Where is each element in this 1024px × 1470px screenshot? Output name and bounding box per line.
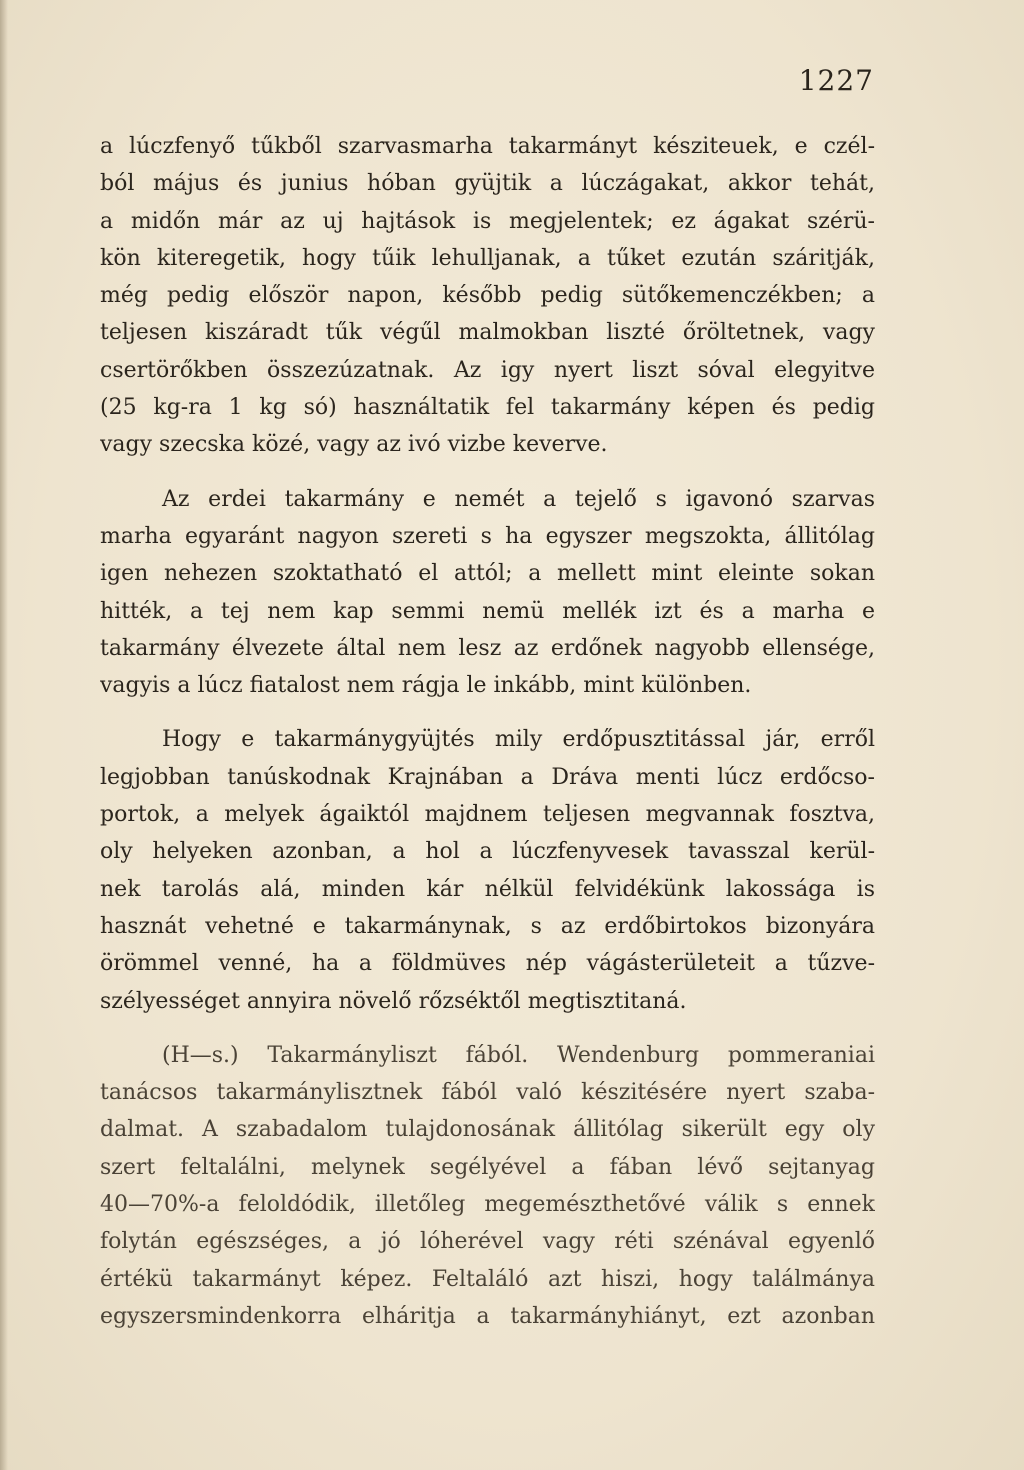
text-line: tanácsos takarmánylisztnek fából való készitésére nyert szaba-	[100, 1080, 875, 1106]
body-text	[100, 128, 875, 1335]
text-line: dalmat. A szabadalom tulajdonosának állitólag sikerült egy oly	[100, 1117, 875, 1143]
paragraph-gap	[100, 464, 875, 481]
text-line: vagyis a lúcz fiatalost nem rágja le inkább, mint különben.	[100, 673, 752, 699]
text-line: örömmel venné, ha a földmüves nép vágásterületeit a tűzve-	[100, 951, 875, 977]
text-line: igen nehezen szoktatható el attól; a mellett mint eleinte sokan	[100, 561, 875, 587]
text-line: még pedig először napon, később pedig sütőkemenczékben; a	[100, 283, 875, 309]
text-line: hasznát vehetné e takarmánynak, s az erdőbirtokos bizonyára	[100, 913, 875, 939]
text-line: csertörőkben összezúzatnak. Az igy nyert liszt sóval elegyitve	[100, 357, 875, 383]
text-line: portok, a melyek ágaiktól majdnem teljesen megvannak fosztva,	[100, 802, 875, 828]
text-line: szert feltalálni, melynek segélyével a fában lévő sejtanyag	[100, 1154, 875, 1180]
text-line: nek tarolás alá, minden kár nélkül felvidékünk lakossága is	[100, 876, 875, 902]
text-line: értékü takarmányt képez. Feltaláló azt hiszi, hogy találmánya	[100, 1266, 875, 1292]
paragraph-gap	[100, 1020, 875, 1037]
text-line: a lúczfenyő tűkből szarvasmarha takarmányt késziteuek, e czél-	[100, 134, 875, 159]
page-edge-shadow	[0, 0, 8, 1470]
text-line: kön kiteregetik, hogy tűik lehulljanak, a tűket ezután száritják,	[100, 245, 875, 271]
text-line: a midőn már az uj hajtások is megjelentek; ez ágakat szérü-	[100, 208, 875, 234]
page-number: 1227	[798, 64, 874, 97]
text-line: folytán egészséges, a jó lóherével vagy réti szénával egyenlő	[100, 1229, 875, 1255]
text-line: hitték, a tej nem kap semmi nemü mellék izt és a marha e	[100, 598, 875, 624]
paragraph-1	[100, 128, 875, 464]
paragraph-3	[100, 721, 875, 1019]
paragraph-2	[100, 481, 875, 705]
text-line: vagy szecska közé, vagy az ivó vizbe keverve.	[100, 432, 608, 458]
text-line: marha egyaránt nagyon szereti s ha egyszer megszokta, állitólag	[100, 523, 875, 549]
paragraph-4	[100, 1037, 875, 1335]
text-line: Az erdei takarmány e nemét a tejelő s igavonó szarvas	[162, 486, 875, 512]
text-line: egyszersmindenkorra elháritja a takarmányhiányt, ezt azonban	[100, 1303, 875, 1329]
text-line: teljesen kiszáradt tűk végűl malmokban liszté őröltetnek, vagy	[100, 320, 875, 346]
text-line: (25 kg-ra 1 kg só) használtatik fel takarmány képen és pedig	[100, 395, 875, 421]
text-line: Hogy e takarmánygyüjtés mily erdőpusztitással jár, erről	[162, 727, 875, 753]
text-line: ból május és junius hóban gyüjtik a lúczágakat, akkor tehát,	[100, 171, 875, 197]
text-line: 40—70%-a feloldódik, illetőleg megemészthetővé válik s ennek	[100, 1192, 875, 1218]
text-line: oly helyeken azonban, a hol a lúczfenyvesek tavasszal kerül-	[100, 839, 875, 865]
text-line: takarmány élvezete által nem lesz az erdőnek nagyobb ellensége,	[100, 635, 875, 661]
paragraph-gap	[100, 704, 875, 721]
text-line: szélyességet annyira növelő rőzséktől megtisztitaná.	[100, 988, 687, 1014]
text-line: legjobban tanúskodnak Krajnában a Dráva menti lúcz erdőcso-	[100, 764, 875, 790]
text-line: (H—s.) Takarmányliszt fából. Wendenburg pommeraniai	[162, 1042, 875, 1068]
